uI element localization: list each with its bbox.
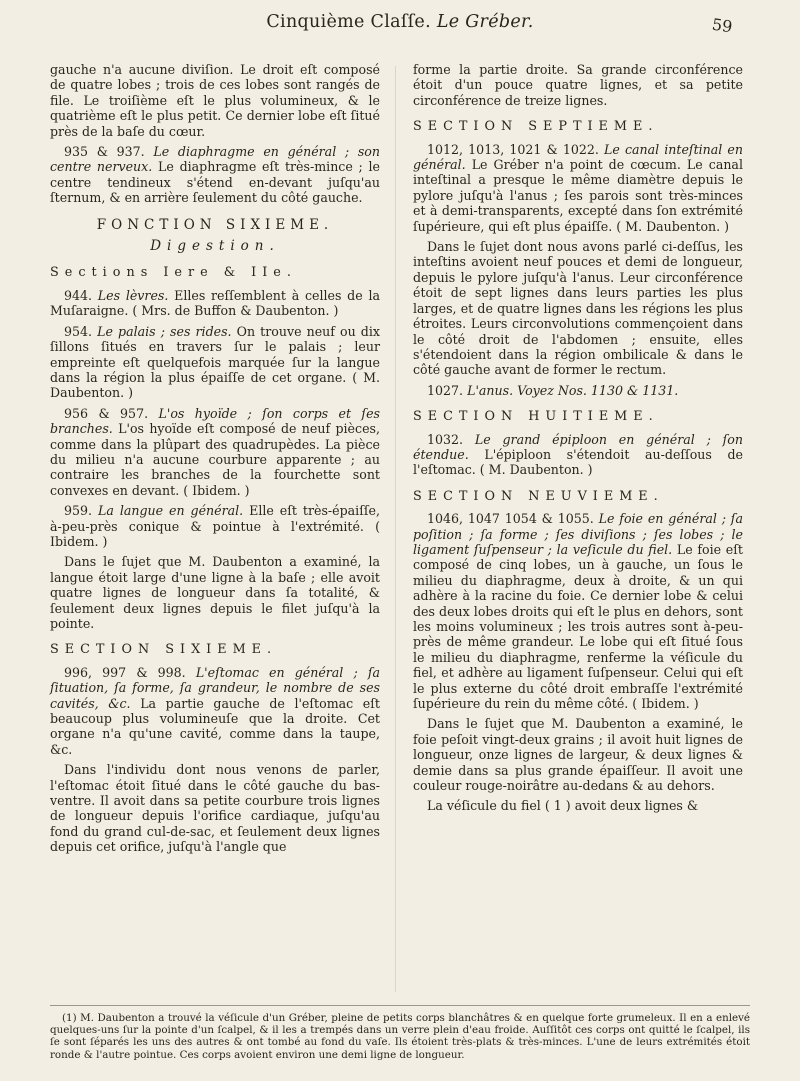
- entry-number: 1032.: [427, 431, 464, 447]
- entry-lead: Le foie en général ; ſa poſition ; ſa forme ; ſes diviſions ; ſes lobes ; le ligament ſuſpenseur ; la veſicule du fiel.: [413, 511, 743, 557]
- entry-number: 959.: [64, 503, 93, 519]
- entry-body: Le foie eſt composé de cinq lobes, un à gauche, un ſous le milieu du diaphragme, deux à droite, & un qui adhère à la racine du foie. Ce dernier lobe & celui des deux lobes droits qui eſt le plus en dehors, sont les moins volumineux ; les trois autres sont à-peu-près de même grandeur. Le lobe qui eſt ſitué ſous le milieu du diaphragme, renferme la véſicule du fiel, et adhère au ligament ſuſpenseur. Celui qui eſt le plus externe du côté droit embraſſe l'extrémité ſupérieure du rein du même côté. ( Ibidem. ): [413, 541, 743, 712]
- entry-number: 1012, 1013, 1021 & 1022.: [427, 141, 599, 157]
- sections-heading: Sections Iere & IIe.: [50, 265, 297, 281]
- right-column: [413, 62, 743, 819]
- entry-lead: L'os hyoïde ; ſon corps et ſes branches.: [50, 405, 380, 437]
- entry-body: L'épiploon s'étendoit au-deſſous de l'eſtomac. ( M. Daubenton. ): [413, 446, 743, 478]
- paragraph-continued: forme la partie droite. Sa grande circonférence étoit d'un pouce quatre lignes, et sa petite circonférence de treize lignes.: [413, 62, 743, 108]
- entry-number: 944.: [64, 287, 93, 303]
- entry-lead: L'anus.: [467, 382, 514, 398]
- section-8-heading: SECTION HUITIEME.: [413, 409, 659, 425]
- paragraph-996b: Dans l'individu dont nous venons de parler, l'eſtomac étoit ſitué dans le côté gauche du bas-ventre. Il avoit dans sa petite courbure trois lignes de longueur depuis l'orifice cardiaque, juſqu'au fond du grand cul-de-sac, et ſeulement deux lignes depuis cet orifice, juſqu'à l'angle que: [50, 762, 380, 855]
- entry-body: Elle eſt très-épaiſſe, à-peu-près conique & pointue à l'extrémité. ( Ibidem. ): [50, 503, 380, 549]
- column-divider: [395, 66, 396, 992]
- entry-lead: L'eſtomac en général ; ſa ſituation, ſa forme, ſa grandeur, le nombre de ses cavités, &c.: [50, 664, 380, 711]
- paragraph-1046b: Dans le ſujet que M. Daubenton a examiné, le foie peſoit vingt-deux grains ; il avoit huit lignes de longueur, onze lignes de largeur, & deux lignes & demie dans sa plus grande épaiſſeur. Il avoit une couleur rouge-noirâtre au-dedans & au dehors.: [413, 716, 743, 794]
- left-column: [50, 62, 380, 860]
- footnote: (1) M. Daubenton a trouvé la véſicule d'un Gréber, pleine de petits corps blanchâtres & en quelque forte grumeleux. Il en a enlevé quelques-uns ſur la pointe d'un ſcalpel, & il les a trempés dans un verre plein d'eau froide. Auſſitôt ces corps ont quitté le ſcalpel, ils ſe sont ſéparés les uns des autres & ont tombé au fond du vaſe. Ils étoient très-plats & très-minces. L'une de leurs extrémités étoit ronde & l'autre pointue. Ces corps avoient environ une demi ligne de longueur.: [50, 1012, 750, 1061]
- entry-number: 1046, 1047 1054 & 1055.: [427, 511, 594, 527]
- paragraph-954: [50, 324, 380, 401]
- paragraph-996: [50, 665, 380, 757]
- fonction-heading: FONCTION SIXIEME.: [96, 216, 334, 233]
- section-9-heading: SECTION NEUVIEME.: [413, 488, 664, 504]
- header-title: [0, 12, 800, 32]
- entry-lead: Le grand épiploon en général ; ſon étendue.: [413, 431, 743, 462]
- paragraph-956: [50, 406, 380, 498]
- entry-body: La partie gauche de l'eſtomac eſt beaucoup plus volumineuſe que la droite. Cet organe n'a qu'une cavité, comme dans la taupe, &c.: [50, 695, 380, 757]
- entry-lead: Le diaphragme en général ; son centre nerveux.: [50, 144, 380, 175]
- entry-number: 956 & 957.: [64, 405, 149, 421]
- paragraph-935: [50, 144, 380, 206]
- entry-body: Le diaphragme eſt très-mince ; le centre tendineux s'étend en-devant juſqu'au ſternum, & en arrière ſeulement du côté gauche.: [50, 159, 381, 206]
- entry-body: Voyez Nos. 1130 & 1131.: [517, 382, 679, 398]
- section-6-heading: SECTION SIXIEME.: [50, 642, 278, 658]
- paragraph-1012b: Dans le ſujet dont nous avons parlé ci-deſſus, les inteſtins avoient neuf pouces et demi de longueur, depuis le pylore juſqu'à l'anus. Leur circonférence étoit de sept lignes dans leurs parties les plus larges, et de quatre lignes dans les régions les plus étroites. Leurs circonvolutions commençoient dans le côté droit de l'abdomen ; ensuite, elles s'étendoient dans la région ombilicale & dans le côté gauche avant de former le rectum.: [413, 239, 743, 378]
- running-header: [0, 12, 800, 46]
- paragraph-944: [50, 288, 380, 319]
- paragraph-1046: [413, 511, 743, 711]
- header-animal: Le Gréber.: [436, 12, 534, 32]
- entry-lead: Le palais ; ses rides.: [97, 323, 232, 339]
- footnote-rule: [50, 1005, 750, 1006]
- entry-body: Le Gréber n'a point de cœcum. Le canal inteſtinal a presque le même diamètre depuis le pylore juſqu'à l'anus ; ſes parois sont très-minces et à demi-transparents, excepté dans ſon extrémité ſupérieure, qui eſt plus épaiſſe. ( M. Daubenton. ): [413, 157, 743, 234]
- paragraph-1027: [413, 383, 743, 398]
- entry-number: 954.: [64, 323, 93, 339]
- digestion-heading: Digestion.: [150, 238, 280, 255]
- entry-body: L'os hyoïde eſt composé de neuf pièces, comme dans la plûpart des quadrupèdes. La pièce du milieu n'a aucune courbure apparente ; au contraire les branches de la fourchette sont convexes en devant. ( Ibidem. ): [50, 421, 380, 498]
- page-number: 59: [710, 14, 734, 37]
- paragraph-1032: [413, 432, 743, 478]
- paragraph-959: [50, 503, 380, 549]
- entry-body: Elles reſſemblent à celles de la Muſaraigne. ( Mrs. de Buffon & Daubenton. ): [50, 287, 380, 319]
- entry-number: 996, 997 & 998.: [64, 664, 186, 680]
- entry-lead: Le canal inteſtinal en général.: [413, 141, 743, 173]
- entry-body: On trouve neuf ou dix ſillons ſitués en travers ſur le palais ; leur empreinte eſt quelquefois marquée ſur la langue dans la région la plus épaiſſe de cet organe. ( M. Daubenton. ): [50, 323, 380, 401]
- entry-number: 935 & 937.: [64, 144, 145, 160]
- entry-lead: La langue en général.: [98, 503, 244, 519]
- section-7-heading: SECTION SEPTIEME.: [413, 119, 659, 135]
- paragraph-1046c: La véſicule du fiel ( 1 ) avoit deux lignes &: [427, 798, 699, 814]
- paragraph-1012: [413, 142, 743, 234]
- paragraph-intro: gauche n'a aucune diviſion. Le droit eſt composé de quatre lobes ; trois de ces lobes sont rangés de file. Le troiſième eſt le plus volumineux, & le quatrième eſt le plus petit. Ce dernier lobe eſt ſitué près de la baſe du cœur.: [50, 62, 380, 139]
- header-class: Cinquième Claſſe.: [266, 12, 431, 32]
- entry-lead: Les lèvres.: [97, 287, 169, 303]
- paragraph-959b: Dans le ſujet que M. Daubenton a examiné, la langue étoit large d'une ligne à la baſe ; elle avoit quatre lignes de longueur dans ſa totalité, & ſeulement deux lignes depuis le filet juſqu'à la pointe.: [50, 554, 380, 631]
- entry-number: 1027.: [427, 382, 464, 398]
